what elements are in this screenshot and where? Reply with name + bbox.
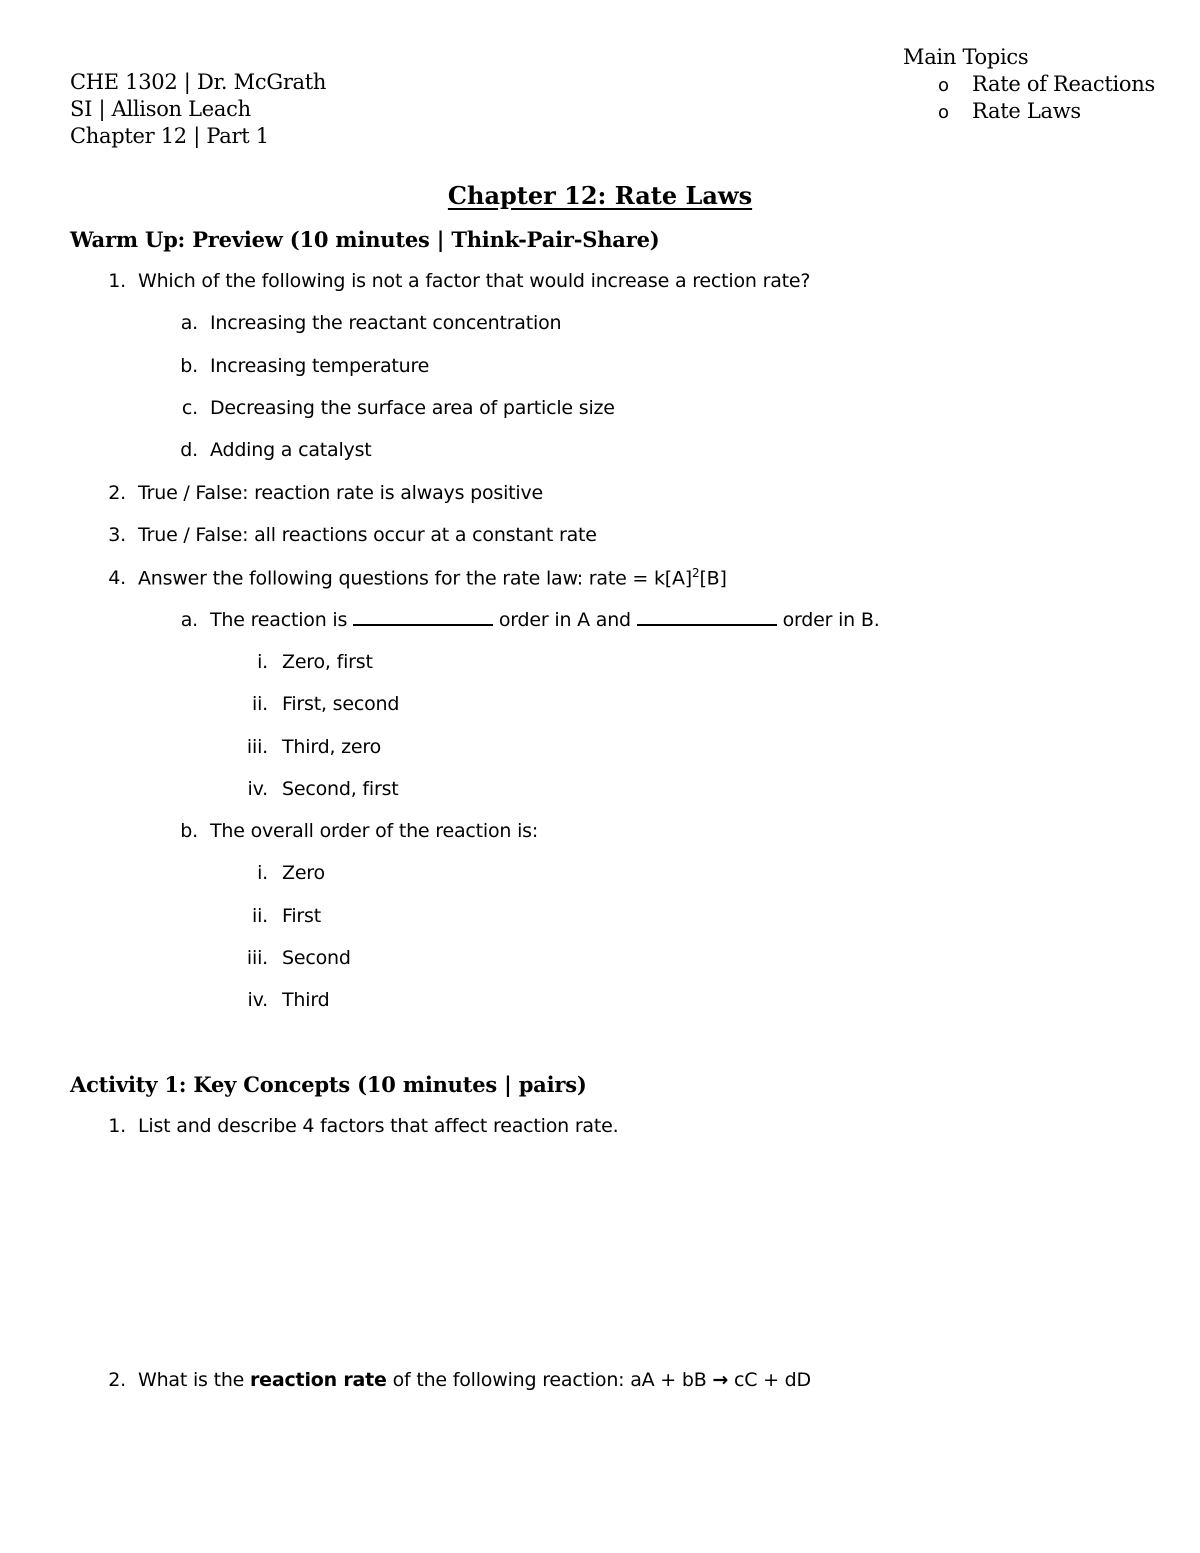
option-label: iv. xyxy=(247,778,268,800)
activity1-question-1 xyxy=(104,1115,618,1137)
option-text: Increasing temperature xyxy=(210,355,430,377)
activity1-question-2 xyxy=(104,1369,811,1391)
answer-blank[interactable] xyxy=(353,610,493,626)
question-3 xyxy=(104,524,597,546)
page-title: Chapter 12: Rate Laws xyxy=(447,181,753,210)
question-text-tail: [B] xyxy=(699,567,727,590)
bullet-icon: o xyxy=(938,75,949,96)
option-label: d. xyxy=(180,439,198,461)
bullet-icon: o xyxy=(938,102,949,123)
topic-item xyxy=(938,99,1081,123)
option-4a-iii xyxy=(242,736,381,758)
question-4b xyxy=(172,820,538,842)
main-topics-title: Main Topics xyxy=(903,45,1029,69)
option-label: c. xyxy=(181,397,198,419)
option-c xyxy=(172,397,615,419)
warmup-heading: Warm Up: Preview (10 minutes | Think-Pair-Share) xyxy=(70,227,660,252)
answer-blank[interactable] xyxy=(637,610,777,626)
question-number: 1. xyxy=(108,1115,126,1137)
option-text: Second, first xyxy=(282,778,399,800)
option-4a-iv xyxy=(242,778,399,800)
option-label: ii. xyxy=(252,905,268,927)
option-text: Third, zero xyxy=(282,736,382,758)
option-4b-ii xyxy=(242,905,321,927)
option-4b-iv xyxy=(242,989,329,1011)
option-label: b. xyxy=(180,355,198,377)
question-text: True / False: all reactions occur at a constant rate xyxy=(138,524,597,546)
sub-text: The reaction is xyxy=(210,609,348,631)
option-label: iii. xyxy=(246,947,268,969)
option-text: Zero, first xyxy=(282,651,373,673)
sub-label: b. xyxy=(180,820,198,842)
topic-item xyxy=(938,72,1155,96)
question-text: of the following reaction: aA + bB xyxy=(392,1369,707,1391)
activity1-heading: Activity 1: Key Concepts (10 minutes | pairs) xyxy=(70,1072,587,1097)
question-4a xyxy=(172,609,880,631)
question-text: True / False: reaction rate is always positive xyxy=(138,482,544,504)
question-text: Answer the following questions for the rate law: rate = k[A] xyxy=(138,567,693,590)
sub-text: The overall order of the reaction is: xyxy=(210,820,539,842)
option-4b-i xyxy=(242,862,325,884)
option-label: i. xyxy=(257,651,268,673)
question-text: List and describe 4 factors that affect reaction rate. xyxy=(138,1115,619,1137)
option-a xyxy=(172,312,561,334)
question-text: What is the xyxy=(138,1369,245,1391)
option-text: First, second xyxy=(282,693,400,715)
option-text: Third xyxy=(282,989,330,1011)
topic-label: Rate Laws xyxy=(972,99,1081,123)
option-label: iv. xyxy=(247,989,268,1011)
option-4a-ii xyxy=(242,693,399,715)
question-number: 4. xyxy=(108,567,126,590)
question-2 xyxy=(104,482,543,504)
option-text: Adding a catalyst xyxy=(210,439,372,461)
option-text: Increasing the reactant concentration xyxy=(210,312,562,334)
chapter-line: Chapter 12 | Part 1 xyxy=(70,124,269,148)
option-4a-i xyxy=(242,651,373,673)
question-text: Which of the following is not a factor that would increase a rection rate? xyxy=(138,270,811,292)
option-label: a. xyxy=(180,312,198,334)
option-text: Zero xyxy=(282,862,325,884)
arrow-icon: → xyxy=(712,1369,729,1391)
question-text-tail: cC + dD xyxy=(733,1369,811,1391)
question-number: 2. xyxy=(108,482,126,504)
option-text: First xyxy=(282,905,321,927)
topic-label: Rate of Reactions xyxy=(972,72,1155,96)
si-line: SI | Allison Leach xyxy=(70,97,251,121)
course-line: CHE 1302 | Dr. McGrath xyxy=(70,70,327,94)
option-4b-iii xyxy=(242,947,351,969)
option-b xyxy=(172,355,429,377)
sub-text: order in A and xyxy=(498,609,631,631)
question-number: 3. xyxy=(108,524,126,546)
exponent: 2 xyxy=(692,566,700,580)
option-label: iii. xyxy=(246,736,268,758)
option-text: Decreasing the surface area of particle size xyxy=(210,397,615,419)
sub-label: a. xyxy=(180,609,198,631)
option-d xyxy=(172,439,372,461)
sub-text: order in B. xyxy=(782,609,880,631)
question-emphasis: reaction rate xyxy=(250,1369,387,1391)
question-4 xyxy=(104,566,727,589)
option-text: Second xyxy=(282,947,351,969)
question-1 xyxy=(104,270,810,292)
option-label: ii. xyxy=(252,693,268,715)
question-number: 1. xyxy=(108,270,126,292)
question-number: 2. xyxy=(108,1369,126,1391)
option-label: i. xyxy=(257,862,268,884)
